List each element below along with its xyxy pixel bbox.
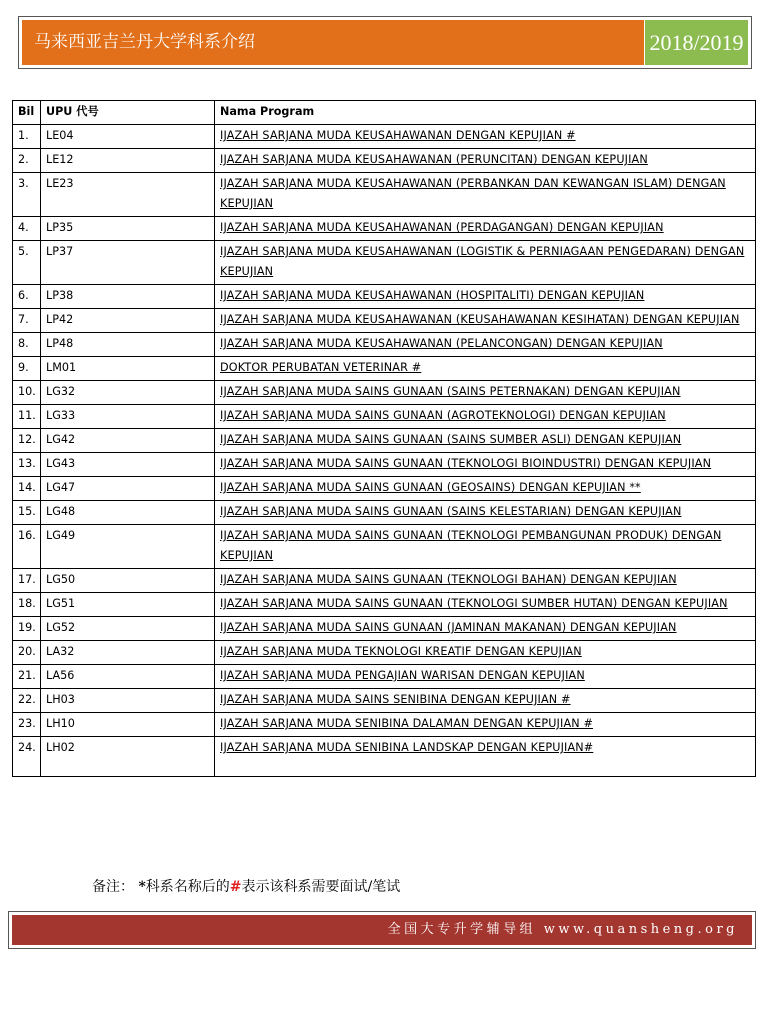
row-number: 18. xyxy=(13,593,41,617)
row-number: 9. xyxy=(13,357,41,381)
page-title: 马来西亚吉兰丹大学科系介绍 xyxy=(34,32,255,52)
row-number: 8. xyxy=(13,333,41,357)
program-name: IJAZAH SARJANA MUDA KEUSAHAWANAN (HOSPITALITI) DENGAN KEPUJIAN xyxy=(215,285,756,309)
table-row xyxy=(13,689,756,713)
program-name: IJAZAH SARJANA MUDA KEUSAHAWANAN (LOGISTIK & PERNIAGAAN PENGEDARAN) DENGAN KEPUJIAN xyxy=(215,241,756,285)
row-number: 24. xyxy=(13,737,41,777)
row-number: 22. xyxy=(13,689,41,713)
upu-code: LP37 xyxy=(41,241,215,285)
program-name: IJAZAH SARJANA MUDA KEUSAHAWANAN (KEUSAHAWANAN KESIHATAN) DENGAN KEPUJIAN xyxy=(215,309,756,333)
note-suffix: 表示该科系需要面试/笔试 xyxy=(241,879,401,895)
column-header-bil: Bil xyxy=(13,101,41,125)
upu-code: LA56 xyxy=(41,665,215,689)
table-row xyxy=(13,381,756,405)
program-name: IJAZAH SARJANA MUDA KEUSAHAWANAN (PERBANKAN DAN KEWANGAN ISLAM) DENGAN KEPUJIAN xyxy=(215,173,756,217)
upu-code: LM01 xyxy=(41,357,215,381)
upu-code: LP38 xyxy=(41,285,215,309)
upu-code: LP35 xyxy=(41,217,215,241)
row-number: 14. xyxy=(13,477,41,501)
program-name: IJAZAH SARJANA MUDA SAINS GUNAAN (TEKNOLOGI BIOINDUSTRI) DENGAN KEPUJIAN xyxy=(215,453,756,477)
program-name: IJAZAH SARJANA MUDA SAINS GUNAAN (SAINS KELESTARIAN) DENGAN KEPUJIAN xyxy=(215,501,756,525)
header-year-block xyxy=(645,20,748,65)
column-header-program: Nama Program xyxy=(215,101,756,125)
note-hash: # xyxy=(229,879,242,895)
program-name: IJAZAH SARJANA MUDA SENIBINA LANDSKAP DENGAN KEPUJIAN# xyxy=(215,737,756,777)
program-name: IJAZAH SARJANA MUDA SENIBINA DALAMAN DENGAN KEPUJIAN # xyxy=(215,713,756,737)
row-number: 5. xyxy=(13,241,41,285)
program-name: IJAZAH SARJANA MUDA SAINS GUNAAN (GEOSAINS) DENGAN KEPUJIAN ** xyxy=(215,477,756,501)
row-number: 2. xyxy=(13,149,41,173)
table-row xyxy=(13,737,756,777)
row-number: 7. xyxy=(13,309,41,333)
note-prefix: 备注： xyxy=(92,879,134,895)
footer-bar xyxy=(12,915,752,945)
row-number: 3. xyxy=(13,173,41,217)
table-row xyxy=(13,501,756,525)
upu-code: LE23 xyxy=(41,173,215,217)
table-row xyxy=(13,641,756,665)
upu-code: LG49 xyxy=(41,525,215,569)
program-name: IJAZAH SARJANA MUDA TEKNOLOGI KREATIF DENGAN KEPUJIAN xyxy=(215,641,756,665)
upu-code: LP48 xyxy=(41,333,215,357)
row-number: 20. xyxy=(13,641,41,665)
table-row xyxy=(13,285,756,309)
program-name: IJAZAH SARJANA MUDA KEUSAHAWANAN (PERDAGANGAN) DENGAN KEPUJIAN xyxy=(215,217,756,241)
program-name: IJAZAH SARJANA MUDA SAINS GUNAAN (AGROTEKNOLOGI) DENGAN KEPUJIAN xyxy=(215,405,756,429)
row-number: 11. xyxy=(13,405,41,429)
footnote xyxy=(92,876,400,896)
program-name: DOKTOR PERUBATAN VETERINAR # xyxy=(215,357,756,381)
program-name: IJAZAH SARJANA MUDA SAINS GUNAAN (TEKNOLOGI PEMBANGUNAN PRODUK) DENGAN KEPUJIAN xyxy=(215,525,756,569)
table-row xyxy=(13,569,756,593)
header-title-block xyxy=(22,20,644,65)
table-row xyxy=(13,525,756,569)
table-row xyxy=(13,477,756,501)
upu-code: LG42 xyxy=(41,429,215,453)
table-row xyxy=(13,713,756,737)
row-number: 15. xyxy=(13,501,41,525)
upu-code: LG50 xyxy=(41,569,215,593)
row-number: 1. xyxy=(13,125,41,149)
academic-year: 2018/2019 xyxy=(649,30,744,55)
table-row xyxy=(13,593,756,617)
table-row xyxy=(13,617,756,641)
table-row xyxy=(13,173,756,217)
table-row xyxy=(13,125,756,149)
row-number: 19. xyxy=(13,617,41,641)
program-name: IJAZAH SARJANA MUDA SAINS GUNAAN (JAMINAN MAKANAN) DENGAN KEPUJIAN xyxy=(215,617,756,641)
table-body xyxy=(13,125,756,777)
row-number: 6. xyxy=(13,285,41,309)
footer-banner xyxy=(8,911,756,949)
upu-code: LE04 xyxy=(41,125,215,149)
program-name: IJAZAH SARJANA MUDA KEUSAHAWANAN DENGAN KEPUJIAN # xyxy=(215,125,756,149)
upu-code: LH02 xyxy=(41,737,215,777)
row-number: 17. xyxy=(13,569,41,593)
table-row xyxy=(13,241,756,285)
program-name: IJAZAH SARJANA MUDA SAINS GUNAAN (TEKNOLOGI SUMBER HUTAN) DENGAN KEPUJIAN xyxy=(215,593,756,617)
row-number: 12. xyxy=(13,429,41,453)
note-middle: 科系名称后的 xyxy=(145,879,230,895)
upu-code: LH03 xyxy=(41,689,215,713)
footer-text: 全国大专升学辅导组 www.quansheng.org xyxy=(387,922,738,937)
upu-code: LE12 xyxy=(41,149,215,173)
upu-code: LH10 xyxy=(41,713,215,737)
program-name: IJAZAH SARJANA MUDA PENGAJIAN WARISAN DENGAN KEPUJIAN xyxy=(215,665,756,689)
program-name: IJAZAH SARJANA MUDA SAINS GUNAAN (TEKNOLOGI BAHAN) DENGAN KEPUJIAN xyxy=(215,569,756,593)
column-header-upu: UPU 代号 xyxy=(41,101,215,125)
program-name: IJAZAH SARJANA MUDA SAINS SENIBINA DENGAN KEPUJIAN # xyxy=(215,689,756,713)
row-number: 4. xyxy=(13,217,41,241)
row-number: 16. xyxy=(13,525,41,569)
upu-code: LG47 xyxy=(41,477,215,501)
upu-code: LG33 xyxy=(41,405,215,429)
row-number: 21. xyxy=(13,665,41,689)
table-row xyxy=(13,309,756,333)
upu-code: LG48 xyxy=(41,501,215,525)
upu-code: LG51 xyxy=(41,593,215,617)
note-star: * xyxy=(138,879,146,895)
program-name: IJAZAH SARJANA MUDA KEUSAHAWANAN (PELANCONGAN) DENGAN KEPUJIAN xyxy=(215,333,756,357)
upu-code: LG43 xyxy=(41,453,215,477)
row-number: 13. xyxy=(13,453,41,477)
table-row xyxy=(13,333,756,357)
program-name: IJAZAH SARJANA MUDA KEUSAHAWANAN (PERUNCITAN) DENGAN KEPUJIAN xyxy=(215,149,756,173)
program-name: IJAZAH SARJANA MUDA SAINS GUNAAN (SAINS PETERNAKAN) DENGAN KEPUJIAN xyxy=(215,381,756,405)
table-row xyxy=(13,149,756,173)
upu-code: LP42 xyxy=(41,309,215,333)
program-name: IJAZAH SARJANA MUDA SAINS GUNAAN (SAINS SUMBER ASLI) DENGAN KEPUJIAN xyxy=(215,429,756,453)
table-row xyxy=(13,217,756,241)
table-header-row xyxy=(13,101,756,125)
table-row xyxy=(13,357,756,381)
table-row xyxy=(13,665,756,689)
row-number: 10. xyxy=(13,381,41,405)
program-table xyxy=(12,100,756,777)
table-row xyxy=(13,453,756,477)
table-row xyxy=(13,405,756,429)
upu-code: LG52 xyxy=(41,617,215,641)
row-number: 23. xyxy=(13,713,41,737)
table-row xyxy=(13,429,756,453)
upu-code: LA32 xyxy=(41,641,215,665)
upu-code: LG32 xyxy=(41,381,215,405)
header-banner xyxy=(18,16,752,69)
